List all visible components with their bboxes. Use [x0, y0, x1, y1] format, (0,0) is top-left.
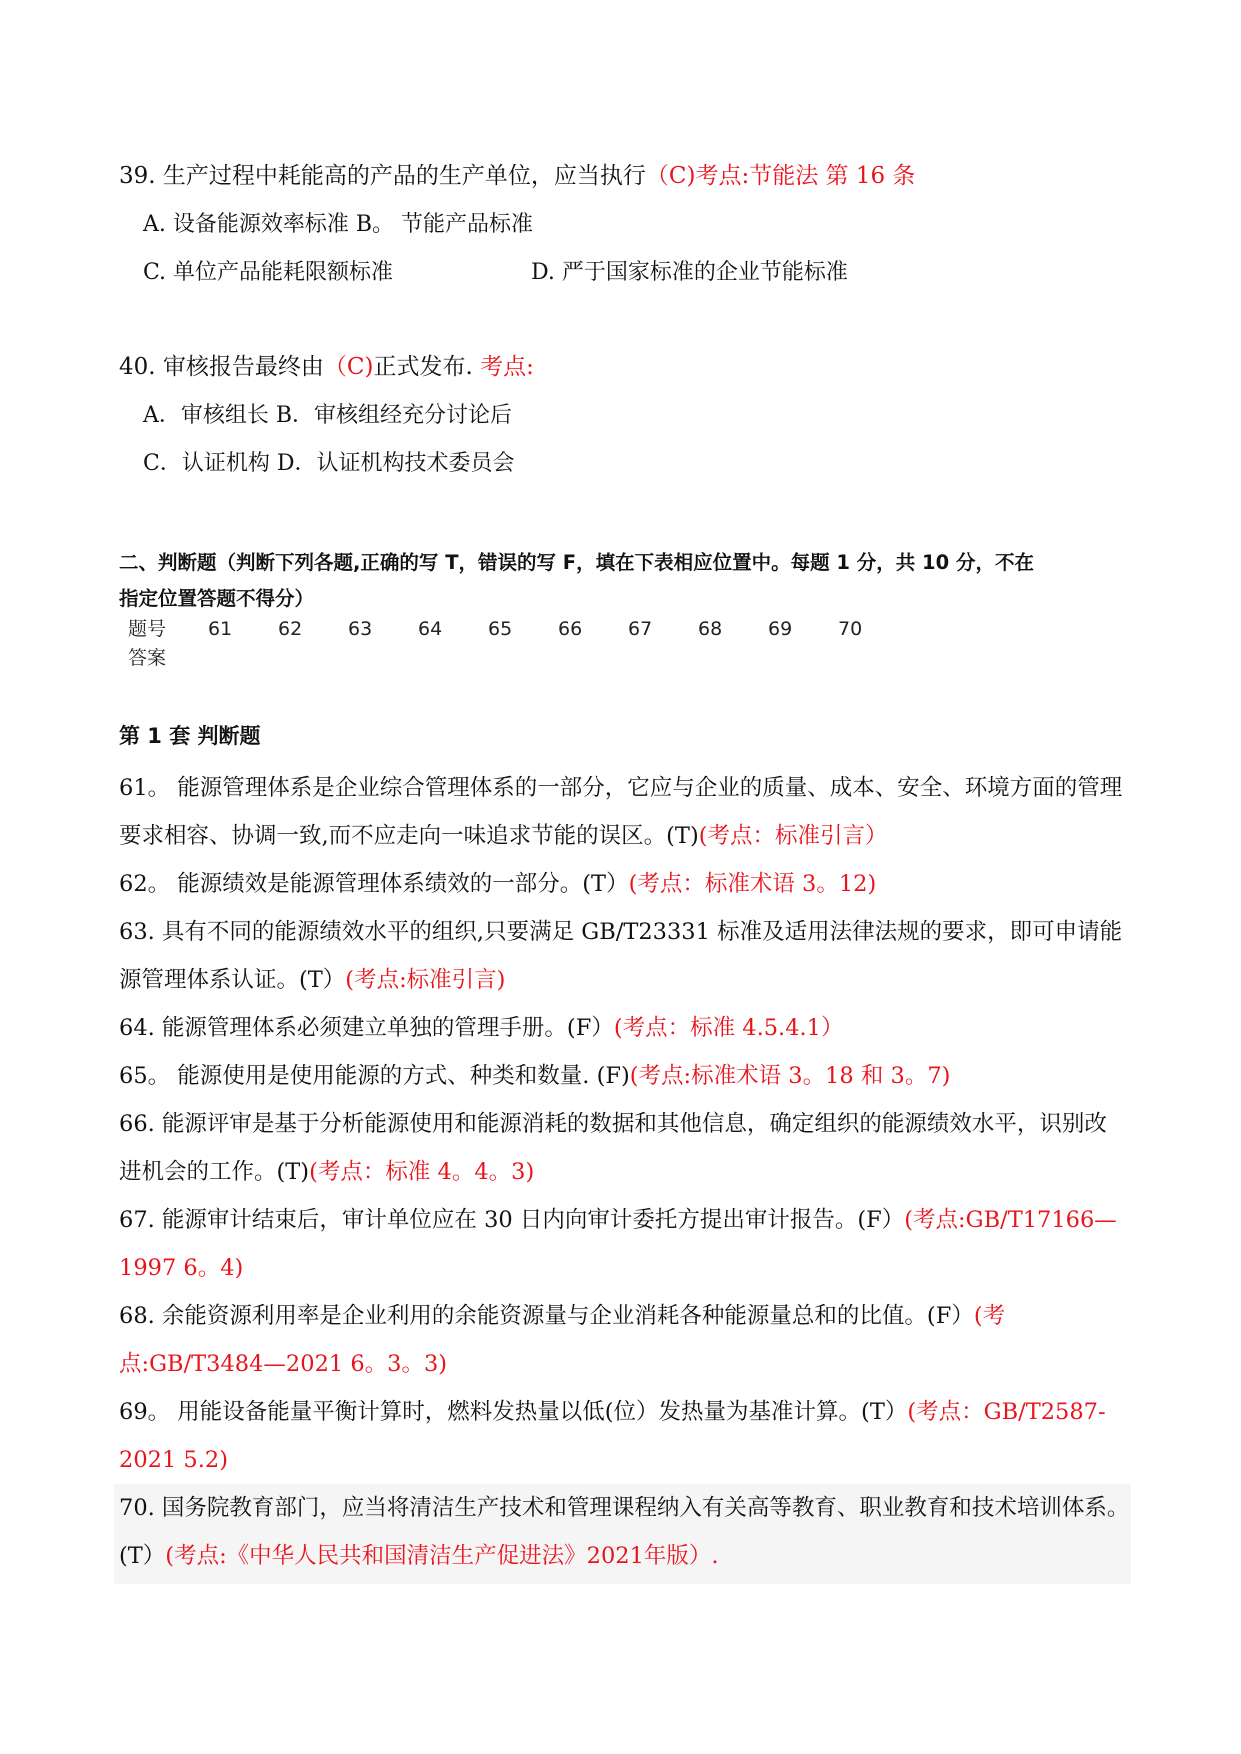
answer-table-number-cell: 61	[208, 618, 233, 640]
item-note: (考点:GB/T3484—2021 6。3。3)	[119, 1303, 1006, 1377]
item-note: (考点:标准引言)	[345, 967, 506, 993]
item-text: 68. 余能资源利用率是企业利用的余能资源量与企业消耗各种能源量总和的比值。(F）	[119, 1303, 974, 1329]
question-40-stem	[119, 352, 534, 382]
answer-table-number-cell: 70	[838, 618, 863, 640]
question-40-note: 考点:	[480, 354, 534, 380]
judgement-item-62	[119, 860, 1129, 908]
answer-table-number-cell: 67	[628, 618, 653, 640]
answer-table-number-cell: 68	[698, 618, 723, 640]
item-text: 64. 能源管理体系必须建立单独的管理手册。(F）	[119, 1015, 614, 1041]
answer-table-number-row	[128, 616, 908, 642]
question-39-option-d: D. 严于国家标准的企业节能标准	[531, 260, 848, 285]
question-39-option-ab: A. 设备能源效率标准 B。 节能产品标准	[143, 212, 534, 237]
question-39-option-c: C. 单位产品能耗限额标准	[143, 260, 394, 285]
item-note: (考点：标准术语 3。12)	[628, 871, 877, 897]
item-note: (考点:GB/T17166—1997 6。4)	[119, 1207, 1117, 1281]
answer-table	[128, 616, 908, 676]
judgement-item-69	[119, 1388, 1129, 1484]
item-text: 61。 能源管理体系是企业综合管理体系的一部分，它应与企业的质量、成本、安全、环境方面的管理要求相容、协调一致,而不应走向一味追求节能的误区。(T)	[119, 775, 1123, 849]
judgement-item-64	[119, 1004, 1129, 1052]
item-note: (考点：GB/T2587-2021 5.2)	[119, 1399, 1106, 1473]
item-note: (考点:《中华人民共和国清洁生产促进法》2021年版）.	[165, 1543, 719, 1569]
judgement-item-67	[119, 1196, 1129, 1292]
answer-table-number-cell: 62	[278, 618, 303, 640]
item-text: 62。 能源绩效是能源管理体系绩效的一部分。(T）	[119, 871, 629, 897]
answer-table-number-label: 题号	[128, 618, 167, 640]
item-text: 70. 国务院教育部门，应当将清洁生产技术和管理课程纳入有关高等教育、职业教育和技术培训体系。(T）	[119, 1495, 1130, 1569]
section-2-title-line2: 指定位置答题不得分）	[119, 587, 315, 610]
item-text: 69。 用能设备能量平衡计算时，燃料发热量以低(位）发热量为基准计算。(T）	[119, 1399, 908, 1425]
item-text: 67. 能源审计结束后，审计单位应在 30 日内向审计委托方提出审计报告。(F）	[119, 1207, 905, 1233]
answer-table-number-cell: 63	[348, 618, 373, 640]
item-note: (考点：标准 4。4。3)	[309, 1159, 535, 1185]
answer-table-number-cell: 69	[768, 618, 793, 640]
question-40-text-pre: 40. 审核报告最终由	[119, 354, 324, 380]
item-text: 63. 具有不同的能源绩效水平的组织,只要满足 GB/T23331 标准及适用法律法规的要求，即可申请能源管理体系认证。(T）	[119, 919, 1123, 993]
item-note: (考点:标准术语 3。18 和 3。7)	[629, 1063, 951, 1089]
question-40-text-post: 正式发布.	[373, 354, 473, 380]
item-text: 65。 能源使用是使用能源的方式、种类和数量. (F)	[119, 1063, 630, 1089]
question-39-answer: （C)考点:节能法 第 16 条	[645, 163, 916, 189]
judgement-item-66	[119, 1100, 1129, 1196]
answer-table-number-cell: 64	[418, 618, 443, 640]
question-39-stem	[119, 161, 915, 191]
set-1-title: 第 1 套 判断题	[119, 724, 261, 748]
item-text: 66. 能源评审是基于分析能源使用和能源消耗的数据和其他信息，确定组织的能源绩效水平，识别改进机会的工作。(T)	[119, 1111, 1107, 1185]
judgement-item-61	[119, 764, 1129, 860]
judgement-item-70	[114, 1484, 1131, 1584]
question-40-answer: （C)	[323, 354, 374, 380]
answer-table-number-cell: 65	[488, 618, 513, 640]
judgement-item-65	[119, 1052, 1129, 1100]
question-39-text: 39. 生产过程中耗能高的产品的生产单位，应当执行	[119, 163, 646, 189]
answer-table-answer-label: 答案	[128, 647, 167, 669]
question-40-option-ab: A．审核组长 B．审核组经充分讨论后	[143, 403, 513, 428]
question-40-option-cd: C．认证机构 D．认证机构技术委员会	[143, 451, 515, 476]
answer-table-number-cell: 66	[558, 618, 583, 640]
judgement-item-68	[119, 1292, 1129, 1388]
item-note: (考点：标准 4.5.4.1）	[613, 1015, 844, 1041]
item-note: (考点：标准引言）	[698, 823, 888, 849]
section-2-title-line1: 二、判断题（判断下列各题,正确的写 T，错误的写 F，填在下表相应位置中。每题 1 分，共 10 分，不在	[119, 551, 1034, 574]
judgement-item-63	[119, 908, 1129, 1004]
